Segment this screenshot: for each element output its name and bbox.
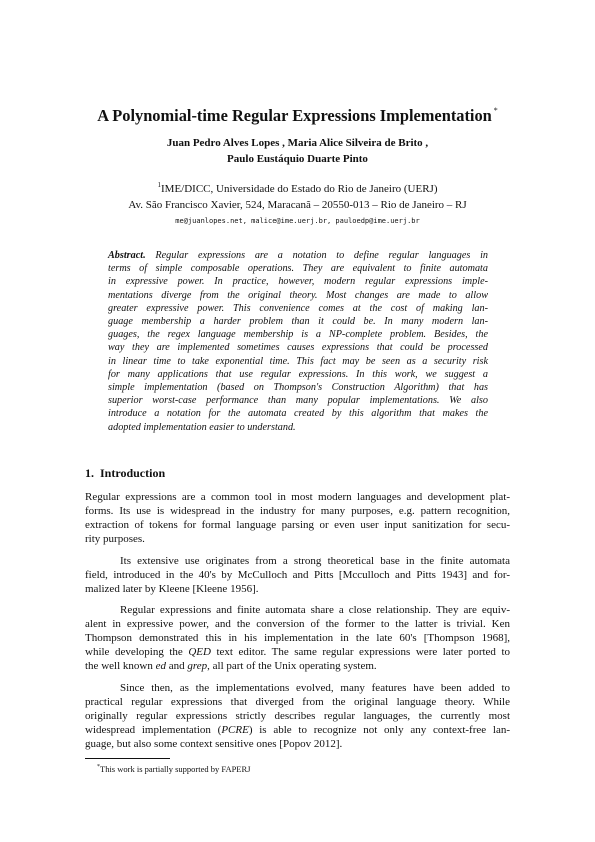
abstract-line: adopted implementation easier to understand. [108, 421, 296, 433]
abstract-line: terms of simple composable operations. They are equivalent to finite automata [108, 263, 488, 275]
abstract-line: guage membership a harder problem than it could be. In many modern lan- [108, 316, 488, 328]
author-line-1: Juan Pedro Alves Lopes , Maria Alice Silveira de Brito , [166, 137, 429, 149]
body-text: the well known [85, 660, 156, 672]
body-line [85, 723, 510, 737]
abstract [108, 249, 488, 434]
body-line: originally regular expressions strictly describes regular languages, the currently most [85, 710, 510, 722]
body-text: text editor. The same regular expressions were later ported to [210, 646, 510, 658]
body-line [85, 645, 510, 659]
body-line: extraction of tokens for formal language parsing or even user input sanitization for secu- [85, 519, 510, 531]
body-line: forms. Its use is widespread in the industry for many purposes, e.g. pattern recognition, [85, 505, 510, 517]
author-list [0, 135, 595, 167]
abstract-line: simple implementation (based on Thompson's Construction Algorithm) that has [108, 382, 488, 394]
body-text: and [165, 660, 188, 672]
body-line: Thompson demonstrated this in his implementation in the late 60's [Thompson 1968], [85, 632, 510, 644]
affiliation-name: IME/DICC, Universidade do Estado do Rio de Janeiro (UERJ) [161, 183, 438, 195]
author-line-2: Paulo Eustáquio Duarte Pinto [227, 153, 368, 165]
body-line: Regular expressions and finite automata share a close relationship. They are equiv- [120, 604, 510, 616]
abstract-line: in linear time to take exponential time. This fact may be seen as a security risk [108, 355, 488, 367]
body-text: , all part of the Unix operating system. [207, 660, 377, 672]
body-line: field, introduced in the 40's by McCulloch and Pitts [Mcculloch and Pitts 1943] and for- [85, 569, 510, 581]
emphasis-text: QED [188, 646, 211, 658]
author-emails: me@juanlopes.net, malice@ime.uerj.br, pauloedp@ime.uerj.br [175, 217, 420, 225]
footnote-mark: * [97, 764, 100, 770]
emphasis-text: PCRE [221, 724, 249, 736]
abstract-line: greater expressive power. This convenience comes at the cost of making lan- [108, 302, 488, 314]
body-line: malized later by Kleene [Kleene 1956]. [85, 583, 259, 595]
section-number: 1. [85, 466, 94, 480]
title-footnote-mark: * [493, 106, 498, 115]
footnote [97, 762, 250, 775]
emphasis-text: ed [155, 660, 166, 672]
abstract-line-text: Regular expressions are a notation to define regular languages in [155, 250, 488, 261]
body-line [85, 659, 510, 673]
abstract-line: for many applications that use regular expressions. In this work, we suggest a [108, 368, 488, 380]
affiliation-mark: 1 [157, 181, 161, 189]
affiliation-line-2: Av. São Francisco Xavier, 524, Maracanã – 20550-013 – Rio de Janeiro – RJ [128, 198, 467, 211]
body-text: ) is able to recognize not only any context-free lan- [248, 724, 510, 736]
abstract-line: superior worst-case performance than many popular implementations. We also [108, 395, 488, 407]
body-line: alent in expressive power, and the conversion of the former to the latter is trivial. Ken [85, 618, 510, 630]
title-text: A Polynomial-time Regular Expressions Implementation [97, 106, 492, 125]
section-heading [85, 466, 165, 480]
body-line: guage, but also some context sensitive ones [Popov 2012]. [85, 738, 343, 750]
abstract-line: way they are implemented sometimes causes expressions that could be processed [108, 342, 488, 354]
paper-title [0, 101, 595, 126]
affiliation [0, 178, 595, 213]
abstract-label: Abstract. [108, 250, 146, 261]
affiliation-line-1 [0, 178, 595, 198]
abstract-line: introduce a notation for the automata created by this algorithm that makes the [108, 408, 488, 420]
footnote-text: This work is partially supported by FAPERJ [100, 764, 251, 774]
abstract-line: in expressive power. In practice, however, modern regular expressions imple- [108, 276, 488, 288]
abstract-line: mentations diverge from the original theory. Most changes are made to allow [108, 289, 488, 301]
section-title: Introduction [100, 466, 166, 480]
abstract-line: guages, the regex language membership is a NP-complete problem. Besides, the [108, 329, 488, 341]
emphasis-text: grep [187, 660, 208, 672]
footnote-divider [85, 758, 170, 759]
body-line: rity purposes. [85, 533, 145, 545]
body-text: widespread implementation ( [85, 724, 222, 736]
body-line: practical regular expressions that diverged from the original language theory. While [85, 696, 510, 708]
body-text: while developing the [85, 646, 189, 658]
abstract-line [108, 249, 488, 262]
body-line: Regular expressions are a common tool in most modern languages and development plat- [85, 491, 510, 503]
body-line: Its extensive use originates from a strong theoretical base in the finite automata [120, 555, 510, 567]
body-line: Since then, as the implementations evolved, many features have been added to [120, 682, 510, 694]
